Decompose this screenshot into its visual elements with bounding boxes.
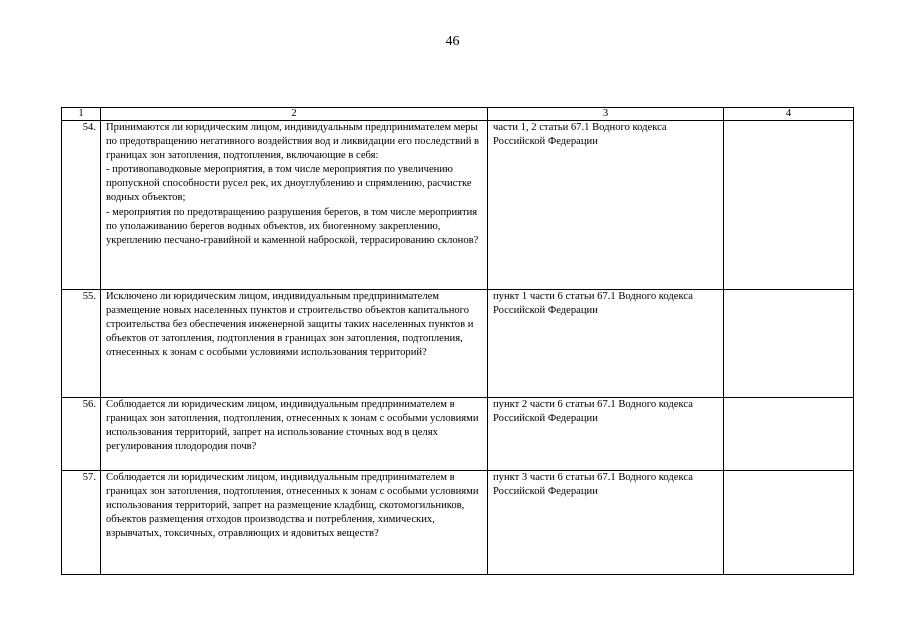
question-text: Принимаются ли юридическим лицом, индивидуальным предпринимателем меры по предотвращению негативного воздействия вод и ликвидации его последствий в границах зон затопления, подтопления, включающие в себя: xyxy=(106,122,480,162)
table-header-row xyxy=(62,108,854,121)
column-header: 4 xyxy=(724,108,854,121)
notes-cell xyxy=(724,121,854,290)
row-number: 54. xyxy=(62,121,101,290)
question-cell: Исключено ли юридическим лицом, индивидуальным предпринимателем размещение новых населенных пунктов и строительство объектов капитального строительства без обеспечения инженерной защиты таких населенных пунктов и объектов от затопления, подтопления в границах зон затопления, подтопления, отнесенных к зонам с особыми условиями использования территорий? xyxy=(101,290,488,398)
reference-cell: части 1, 2 статьи 67.1 Водного кодекса Российской Федерации xyxy=(488,121,724,290)
question-cell xyxy=(101,121,488,290)
column-header: 1 xyxy=(62,108,101,121)
notes-cell xyxy=(724,398,854,471)
question-item: - мероприятия по предотвращению разрушения берегов, в том числе мероприятия по уполаживанию берегов водных объектов, их биогенному закреплению, укреплению песчано-гравийной и каменной наброской, террасированию склонов? xyxy=(106,206,479,246)
table-row xyxy=(62,290,854,398)
row-number: 55. xyxy=(62,290,101,398)
table-row xyxy=(62,398,854,471)
question-item: - противопаводковые мероприятия, в том числе мероприятия по увеличению пропускной способности русел рек, их дноуглублению и спрямлению, расчистке водных объектов; xyxy=(106,164,472,204)
notes-cell xyxy=(724,471,854,575)
column-header: 3 xyxy=(488,108,724,121)
reference-cell: пункт 3 части 6 статьи 67.1 Водного кодекса Российской Федерации xyxy=(488,471,724,575)
notes-cell xyxy=(724,290,854,398)
page-number: 46 xyxy=(445,34,460,49)
row-number: 57. xyxy=(62,471,101,575)
question-cell: Соблюдается ли юридическим лицом, индивидуальным предпринимателем в границах зон затопления, подтопления, отнесенных к зонам с особыми условиями использования территорий, запрет на использование сточных вод в целях регулирования плодородия почв? xyxy=(101,398,488,471)
table-row xyxy=(62,471,854,575)
row-number: 56. xyxy=(62,398,101,471)
table-row xyxy=(62,121,854,290)
reference-cell: пункт 1 части 6 статьи 67.1 Водного кодекса Российской Федерации xyxy=(488,290,724,398)
reference-cell: пункт 2 части 6 статьи 67.1 Водного кодекса Российской Федерации xyxy=(488,398,724,471)
question-cell: Соблюдается ли юридическим лицом, индивидуальным предпринимателем в границах зон затопления, подтопления, отнесенных к зонам с особыми условиями использования территорий, запрет на размещение кладбищ, скотомогильников, объектов размещения отходов производства и потребления, химических, взрывчатых, токсичных, отравляющих и ядовитых веществ? xyxy=(101,471,488,575)
column-header: 2 xyxy=(101,108,488,121)
requirements-table xyxy=(61,107,854,575)
